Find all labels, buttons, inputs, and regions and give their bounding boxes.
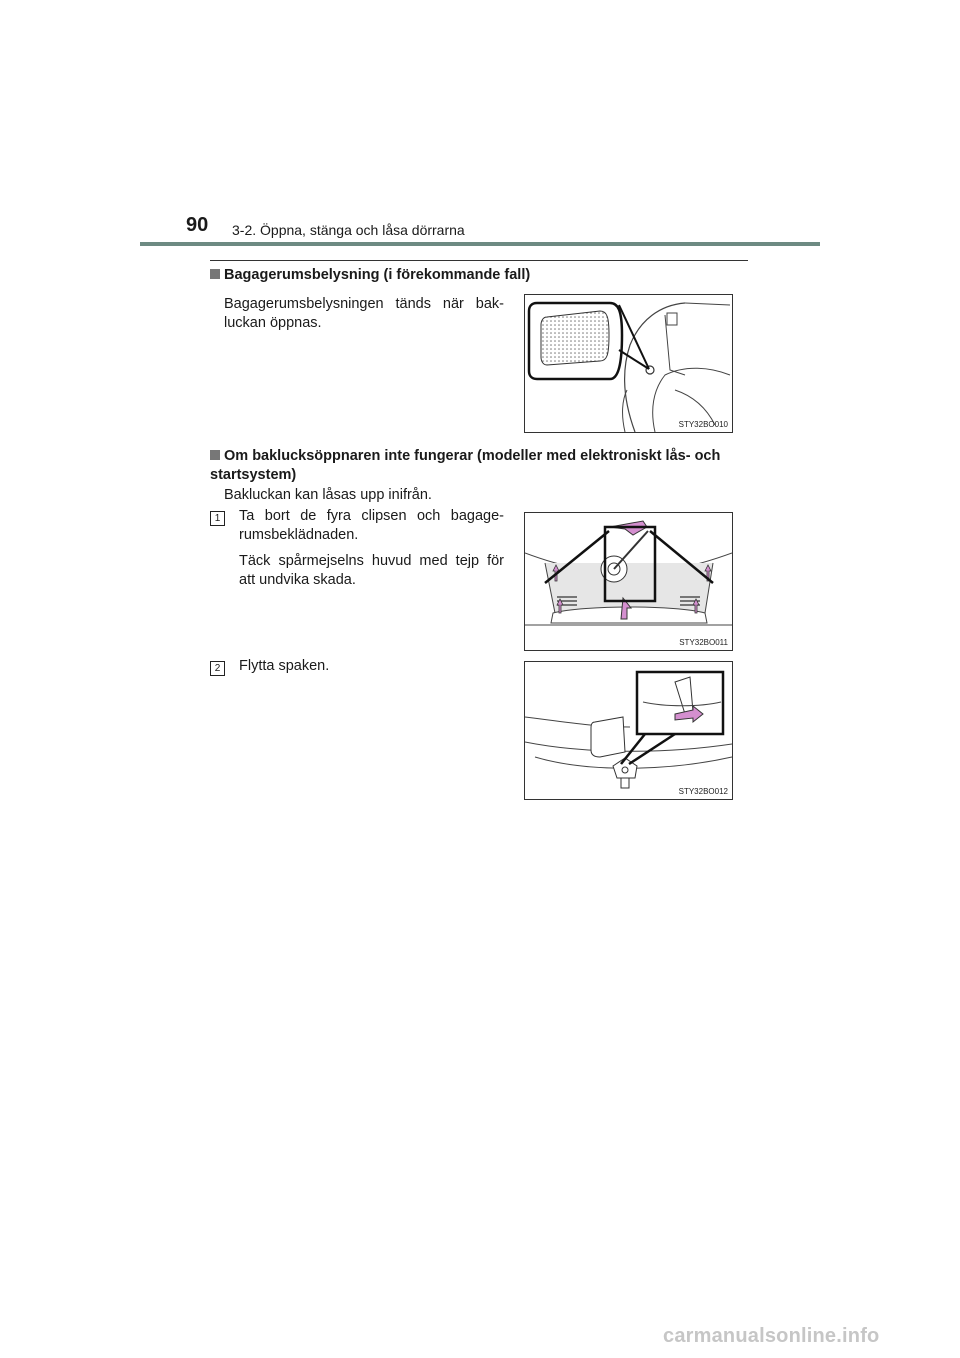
watermark: carmanualsonline.info [663, 1325, 880, 1347]
heading-bullet-icon [210, 269, 220, 279]
heading-trunk-light [210, 266, 750, 285]
figure-trim-removal [524, 512, 733, 651]
heading-trunk-light-text: Bagagerumsbelysning (i förekommande fall) [224, 267, 531, 283]
figure-code: STY32BO012 [678, 787, 728, 796]
figure-trunk-light [524, 294, 733, 433]
figure-release-lever [524, 661, 733, 800]
heading-trunk-opener-text: Om baklucksöppnaren inte fungerar (modeller med elektroniskt lås- och startsystem) [210, 448, 721, 483]
heading-bullet-icon [210, 450, 220, 460]
figure-code: STY32BO010 [678, 420, 728, 429]
section-title: 3-2. Öppna, stänga och låsa dörrarna [232, 222, 465, 238]
figure-code: STY32BO011 [679, 638, 728, 647]
trim-removal-illustration [525, 513, 732, 650]
step-1-note: Täck spårmejselns huvud med tejp för att undvika skada. [239, 553, 504, 588]
release-lever-illustration [525, 662, 732, 799]
header-rule [140, 242, 820, 246]
trunk-light-description: Bagagerumsbelysningen tänds när bak-luckan öppnas. [224, 296, 504, 331]
heading-trunk-opener [210, 447, 750, 485]
step-2-text: Flytta spaken. [239, 658, 330, 674]
step-number-1: 1 [210, 511, 225, 526]
step-1-text: Ta bort de fyra clipsen och bagage-rumsbeklädnaden. [239, 508, 504, 543]
step-number-2: 2 [210, 661, 225, 676]
section-rule [210, 260, 748, 261]
trunk-light-illustration [525, 295, 732, 432]
page-number: 90 [186, 214, 209, 236]
trunk-opener-intro: Bakluckan kan låsas upp inifrån. [224, 487, 432, 503]
